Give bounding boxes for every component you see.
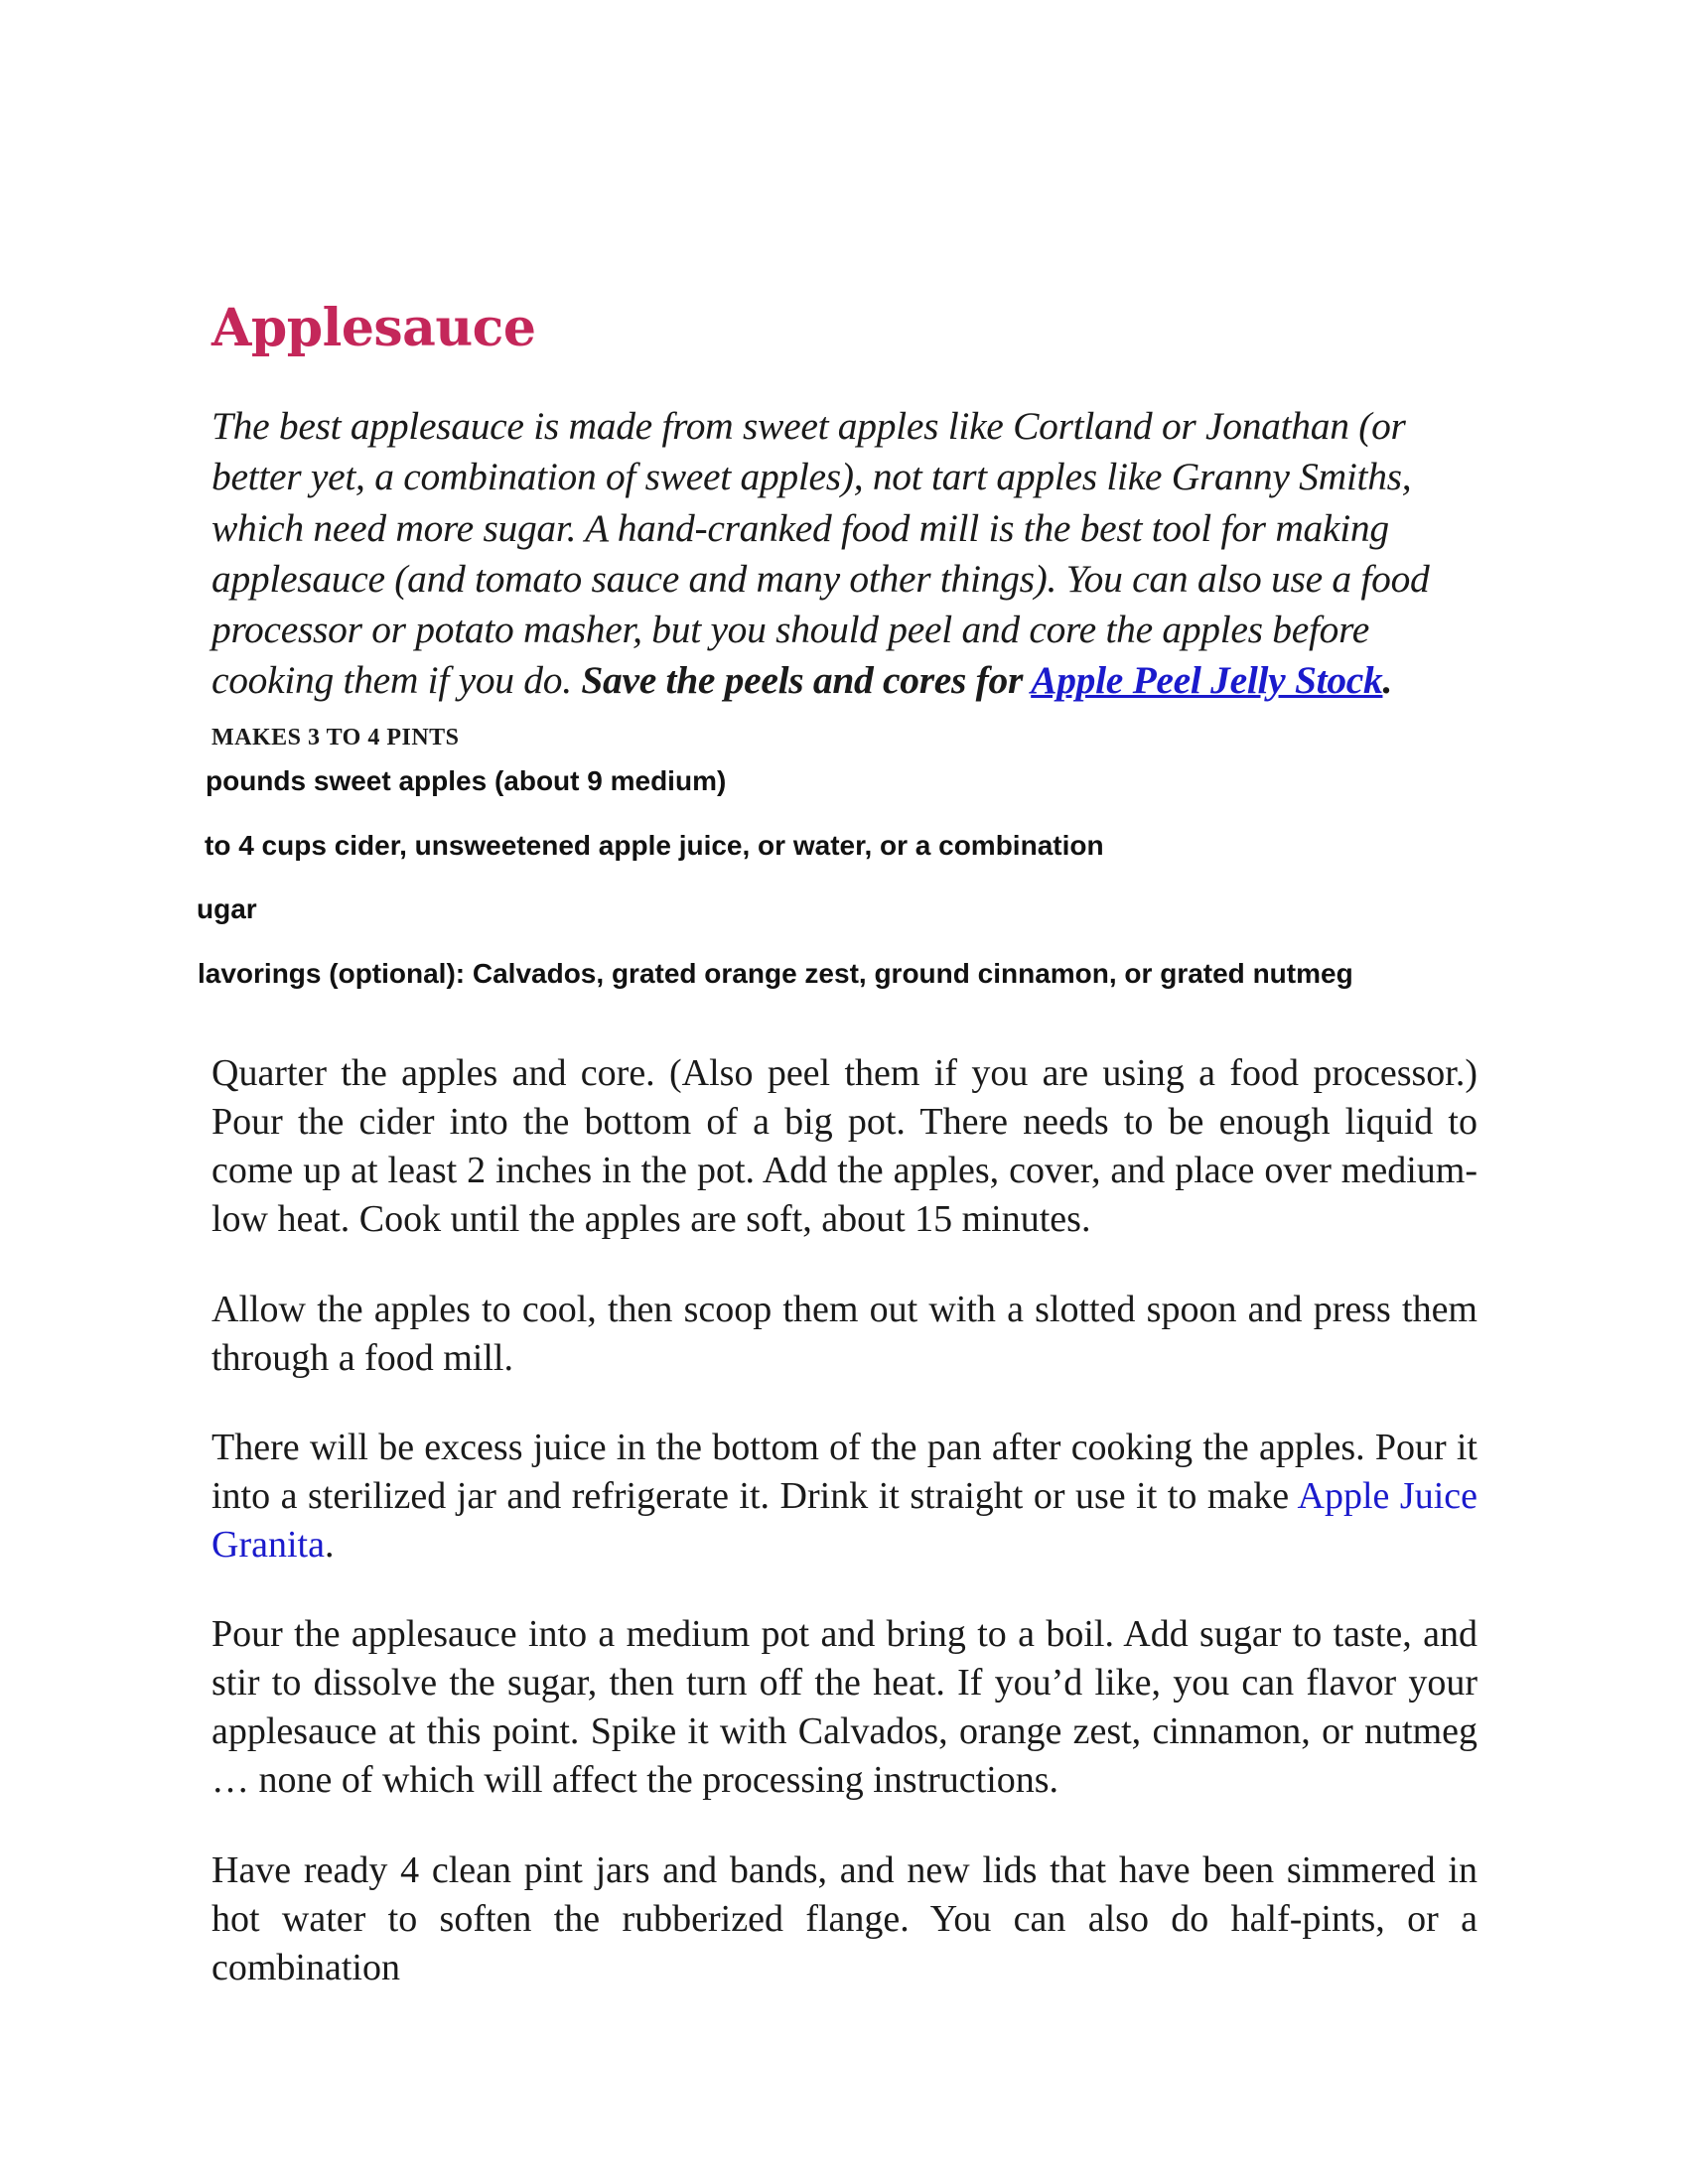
instruction-step-4: Pour the applesauce into a medium pot and bring to a boil. Add sugar to taste, and stir to dissolve the sugar, then turn off the heat. If you’d like, you can flavor your applesauce at this point. Spike it with Calvados, orange zest, cinnamon, or nutmeg … none of which will affect the processing instructions. bbox=[211, 1613, 1477, 1801]
intro-save-text: Save the peels and cores for bbox=[581, 658, 1032, 703]
ingredient-item: pounds sweet apples (about 9 medium) bbox=[206, 765, 727, 796]
instruction-step-1: Quarter the apples and core. (Also peel them if you are using a food processor.) Pour the cider into the bottom of a big pot. There needs to be enough liquid to come up at least 2 inches in the pot. Add the apples, cover, and place over medium-low heat. Cook until the apples are soft, about 15 minutes. bbox=[211, 1052, 1477, 1240]
ingredient-item: lavorings (optional): Calvados, grated orange zest, ground cinnamon, or grated nutmeg bbox=[198, 958, 1353, 989]
instruction-step-3 bbox=[211, 1424, 1477, 1570]
ingredient-item: ugar bbox=[197, 893, 257, 924]
intro-save-end: . bbox=[1382, 658, 1393, 703]
recipe-yield: MAKES 3 TO 4 PINTS bbox=[211, 724, 460, 751]
instruction-step-5: Have ready 4 clean pint jars and bands, and new lids that have been simmered in hot water to soften the rubberized flange. You can also do half-pints, or a combination bbox=[211, 1849, 1477, 1988]
apple-juice-granita-link[interactable]: Apple Juice Granita bbox=[211, 1475, 1477, 1566]
apple-peel-jelly-stock-link[interactable]: Apple Peel Jelly Stock bbox=[1031, 658, 1383, 703]
intro-text: The best applesauce is made from sweet apples like Cortland or Jonathan (or better yet, a combination of sweet apples), not tart apples like Granny Smiths, which need more sugar. A hand-cranked food mill is the best tool for making applesauce (and tomato sauce and many other things). You can also use a food processor or potato masher, but you should peel and core the apples before cooking them if you do. bbox=[211, 404, 1430, 703]
instruction-step-2: Allow the apples to cool, then scoop them out with a slotted spoon and press them through a food mill. bbox=[211, 1289, 1477, 1379]
step-3-text: There will be excess juice in the bottom of the pan after cooking the apples. Pour it into a sterilized jar and refrigerate it. Drink it straight or use it to make bbox=[211, 1427, 1477, 1517]
recipe-intro bbox=[211, 401, 1473, 763]
ingredient-item: to 4 cups cider, unsweetened apple juice, or water, or a combination bbox=[205, 830, 1104, 861]
step-3-end: . bbox=[324, 1524, 335, 1566]
recipe-title: Applesauce bbox=[211, 298, 536, 358]
